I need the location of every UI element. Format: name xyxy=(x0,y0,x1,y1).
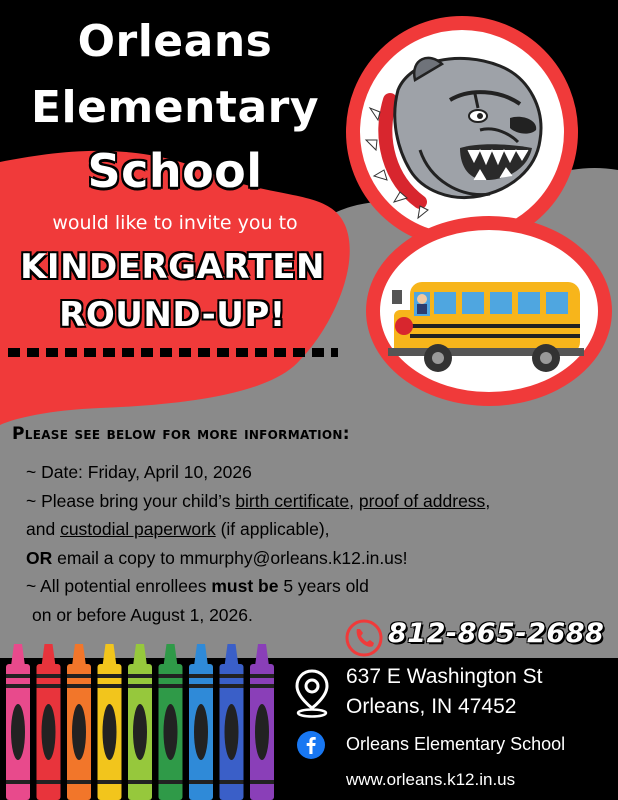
custodial-line xyxy=(26,515,606,544)
bulldog-mascot-icon xyxy=(360,30,564,234)
address-line-2: Orleans, IN 47452 xyxy=(346,695,517,718)
crayon xyxy=(250,644,274,800)
title-line-3: School xyxy=(87,144,263,198)
or-word: OR xyxy=(26,547,53,568)
crayon xyxy=(98,644,122,800)
crayon xyxy=(6,644,30,800)
birth-certificate-text: birth certificate xyxy=(235,490,350,511)
crayon xyxy=(128,644,152,800)
crayons-illustration xyxy=(4,640,284,800)
phone-number: 812-865-2688 xyxy=(388,618,605,649)
address-line-1: 637 E Washington St xyxy=(346,665,543,688)
info-list xyxy=(26,458,606,629)
custodial-paperwork-text: custodial paperwork xyxy=(60,519,216,539)
crayon xyxy=(159,644,183,800)
address-block xyxy=(346,662,543,722)
phone-row[interactable] xyxy=(344,616,614,656)
mascot-badge xyxy=(346,16,578,248)
bring-line xyxy=(26,487,606,516)
crayon xyxy=(37,644,61,800)
comma-text: , xyxy=(349,490,359,511)
invite-text: would like to invite you to xyxy=(52,212,298,234)
crayon xyxy=(220,644,244,800)
info-heading: Please see below for more information: xyxy=(12,424,350,444)
bring-prefix: ~ Please bring your child’s xyxy=(26,490,236,511)
title-line-2: Elementary xyxy=(30,82,320,133)
enroll-date-line: on or before August 1, 2026. xyxy=(32,604,253,625)
event-title-line-1: KINDERGARTEN xyxy=(20,247,325,287)
enroll-line xyxy=(26,572,606,601)
enroll-suffix: 5 years old xyxy=(278,576,369,596)
enroll-prefix: ~ All potential enrollees xyxy=(26,576,212,596)
proof-of-address-text: proof of address xyxy=(358,490,486,511)
website-link[interactable]: www.orleans.k12.in.us xyxy=(346,770,516,789)
email-text: email a copy to mmurphy@orleans.k12.in.us! xyxy=(52,547,408,568)
event-title-line-2: ROUND-UP! xyxy=(59,295,286,335)
facebook-page-name[interactable]: Orleans Elementary School xyxy=(346,734,566,754)
dotted-divider xyxy=(8,348,338,357)
and-text: and xyxy=(26,519,61,539)
bus-badge xyxy=(366,216,612,406)
must-be-text: must be xyxy=(211,576,279,596)
phone-icon xyxy=(344,618,384,658)
crayon xyxy=(189,644,213,800)
trailing-comma: , xyxy=(485,490,491,511)
date-line: ~ Date: Friday, April 10, 2026 xyxy=(26,462,252,482)
school-bus-icon xyxy=(380,230,598,392)
location-pin-icon xyxy=(292,668,332,718)
email-line xyxy=(26,544,606,573)
title-line-1: Orleans xyxy=(77,16,273,67)
if-applicable-text: (if applicable), xyxy=(215,519,330,539)
crayon xyxy=(67,644,91,800)
facebook-icon[interactable] xyxy=(296,730,326,760)
